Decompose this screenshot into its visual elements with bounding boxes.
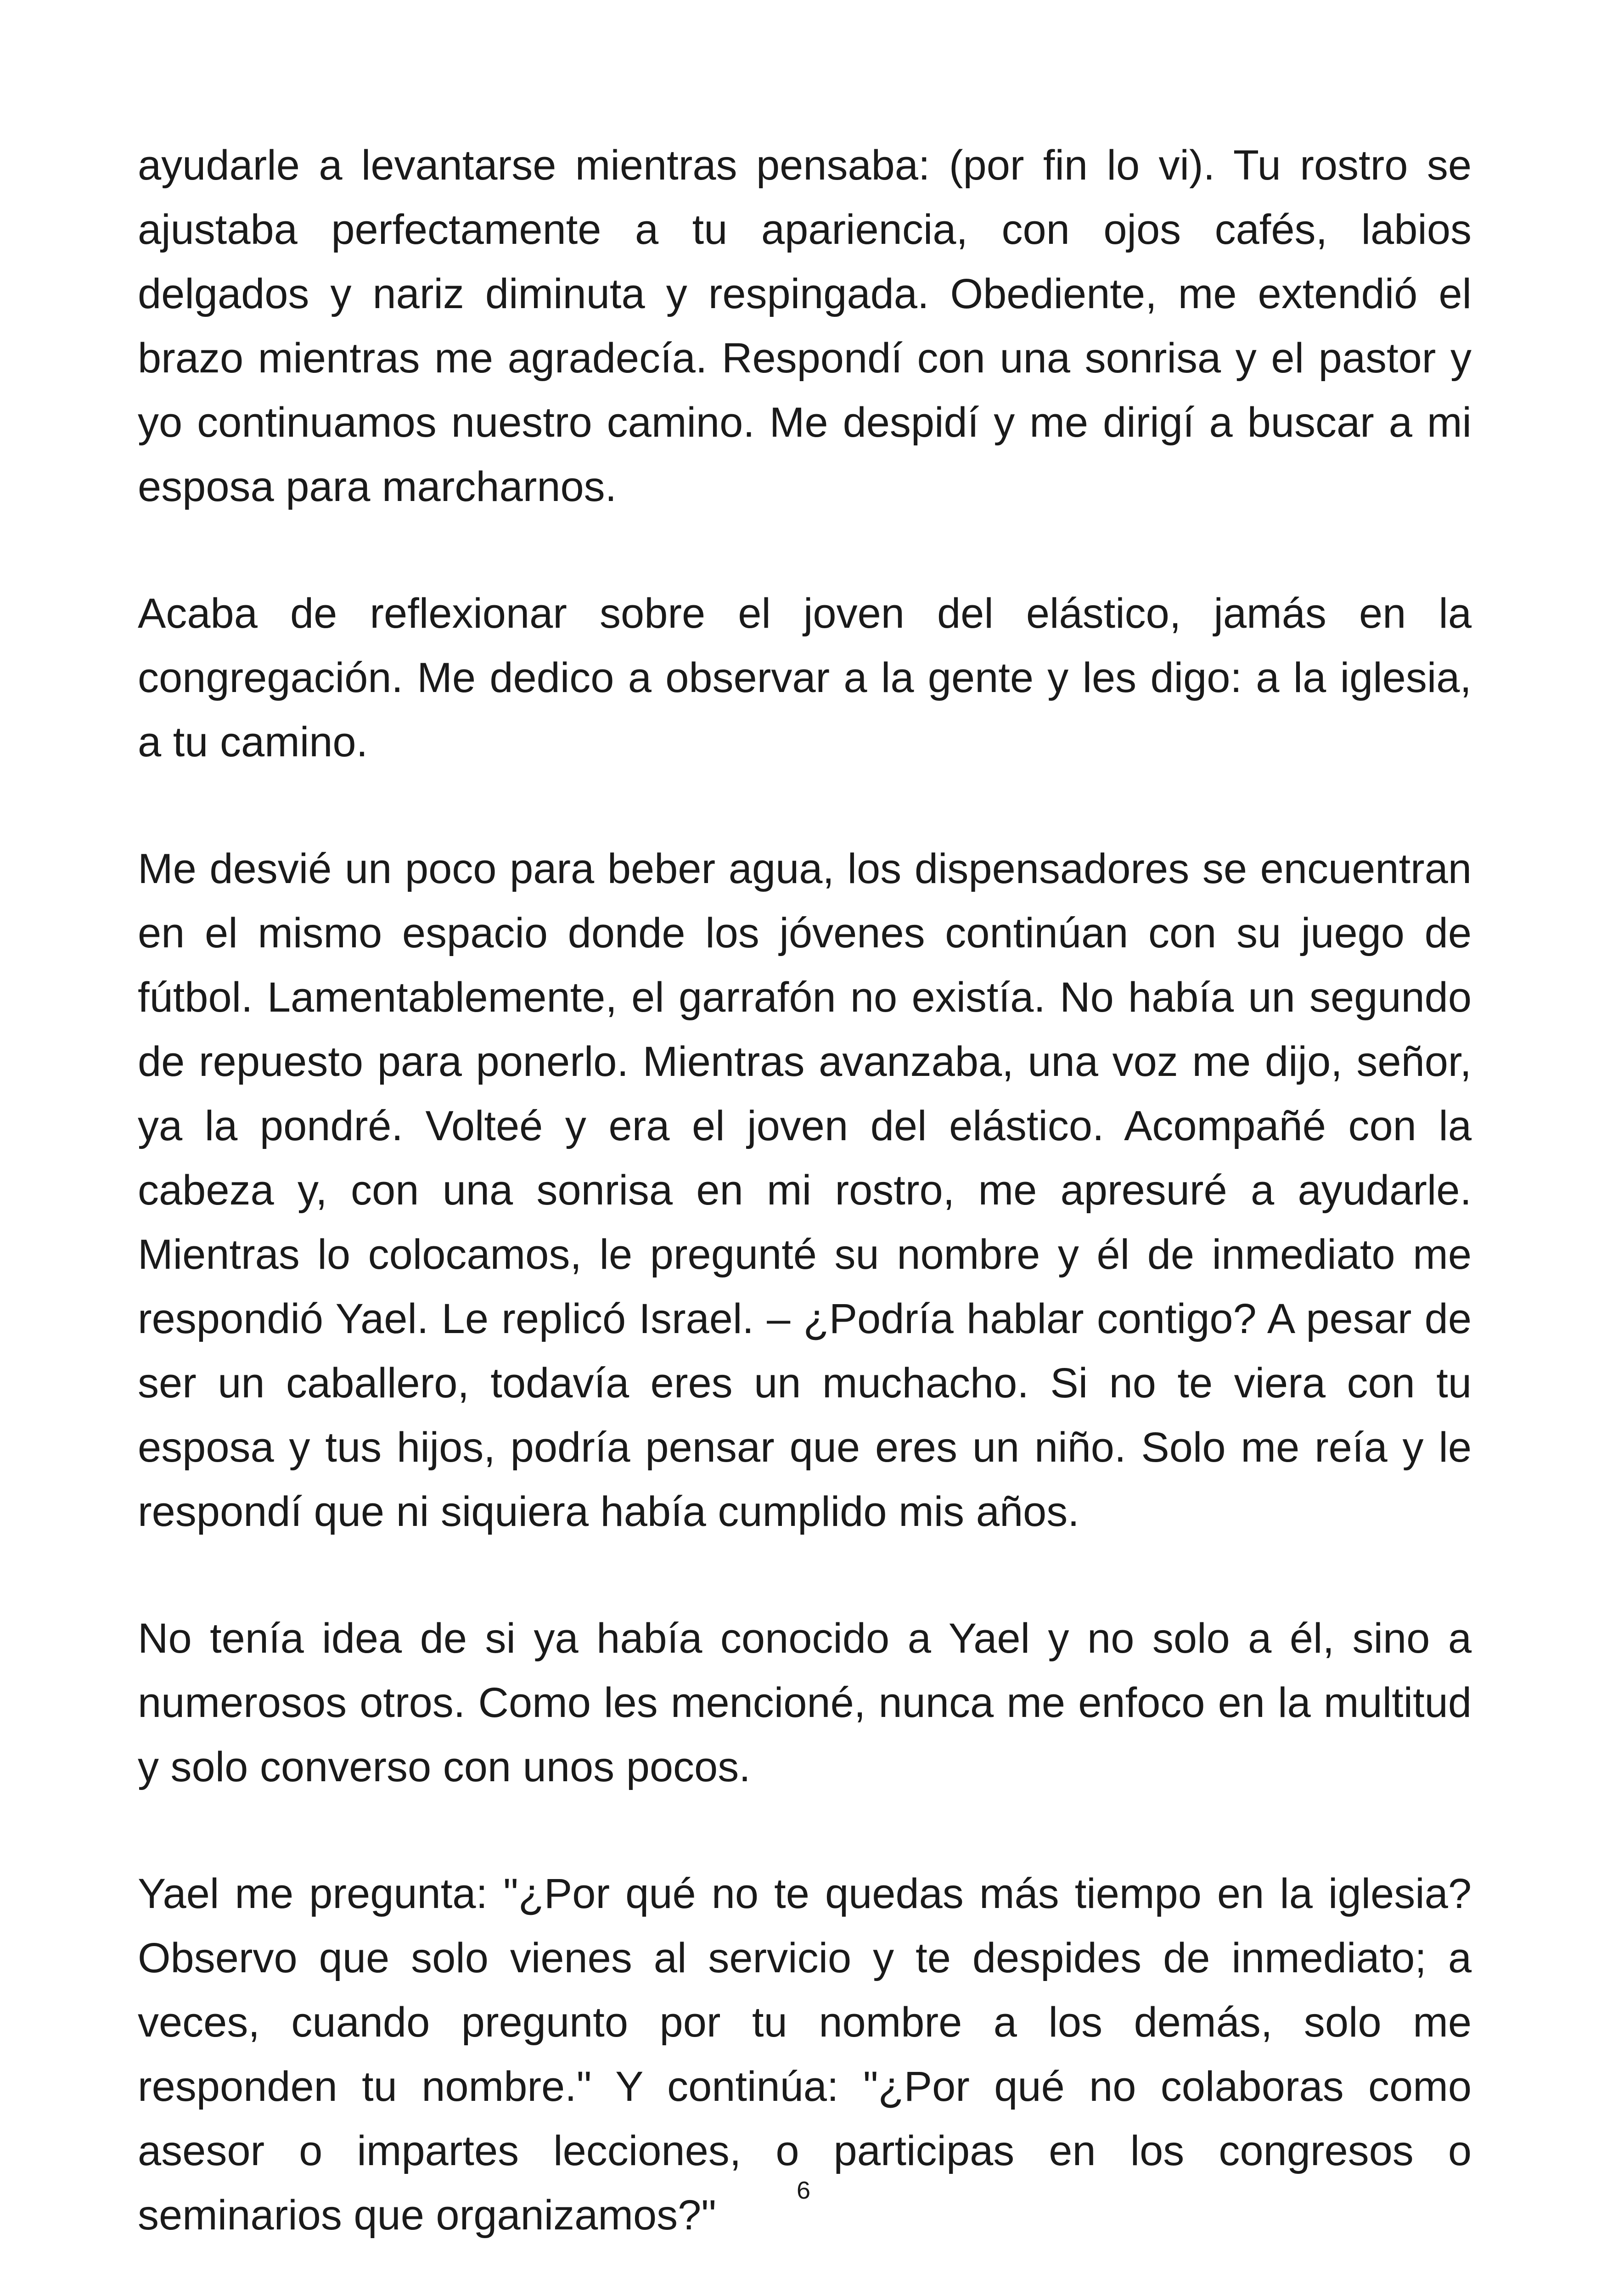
paragraph-4: No tenía idea de si ya había conocido a Yael y no solo a él, sino a numerosos otros. Como les mencioné, nunca me enfoco en la multitud y solo converso con unos pocos. — [138, 1615, 1472, 1790]
paragraph-2: Acaba de reflexionar sobre el joven del elástico, jamás en la congregación. Me dedico a observar a la gente y les digo: a la iglesia, a tu camino. — [138, 590, 1472, 765]
page-body — [138, 133, 1472, 2296]
paragraph-5: Yael me pregunta: "¿Por qué no te quedas más tiempo en la iglesia? Observo que solo vienes al servicio y te despides de inmediato; a veces, cuando pregunto por tu nombre a los demás, solo me responden tu nombre." Y continúa: "¿Por qué no colaboras como asesor o impartes lecciones, o participas en los congresos o seminarios que organizamos?" — [138, 1870, 1472, 2239]
paragraph-3: Me desvié un poco para beber agua, los dispensadores se encuentran en el mismo espacio donde los jóvenes continúan con su juego de fútbol. Lamentablemente, el garrafón no existía. No había un segundo de repuesto para ponerlo. Mientras avanzaba, una voz me dijo, señor, ya la pondré. Volteé y era el joven del elástico. Acompañé con la cabeza y, con una sonrisa en mi rostro, me apresuré a ayudarle. Mientras lo colocamos, le pregunté su nombre y él de inmediato me respondió Yael. Le replicó Israel. – ¿Podría hablar contigo? A pesar de ser un caballero, todavía eres un muchacho. Si no te viera con tu esposa y tus hijos, podría pensar que eres un niño. Solo me reía y le respondí que ni siquiera había cumplido mis años. — [138, 845, 1472, 1535]
paragraph-1: ayudarle a levantarse mientras pensaba: (por fin lo vi). Tu rostro se ajustaba perfectamente a tu apariencia, con ojos cafés, labios delgados y nariz diminuta y respingada. Obediente, me extendió el brazo mientras me agradecía. Respondí con una sonrisa y el pastor y yo continuamos nuestro camino. Me despidí y me dirigí a buscar a mi esposa para marcharnos. — [138, 142, 1472, 510]
page-number: 6 — [796, 2177, 811, 2204]
